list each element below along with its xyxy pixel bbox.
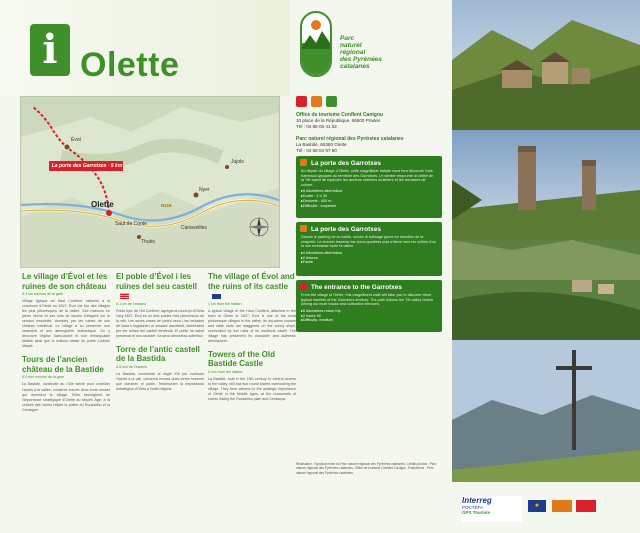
photo-valley — [452, 240, 640, 340]
park-emblem-icon — [300, 11, 332, 77]
trail-fr-stats: ▸ 5 kilomètres aller/retour ▸ Durée : 2 h 30 ▸ Dénivelé : 400 m ▸ Difficulté : moyenne — [301, 189, 437, 208]
partner-logo-1 — [552, 500, 572, 512]
trail-map[interactable] — [20, 96, 280, 268]
catalan-flag-icon — [120, 293, 129, 299]
map-label-thues: Thuès — [141, 239, 155, 245]
photo-village — [452, 0, 640, 130]
contact-list — [296, 112, 442, 160]
category-badge-orange-icon — [311, 96, 322, 107]
credits: Réalisation : Syndicat mixte du Parc naturel régional des Pyrénées catalanes. Crédits photos : Parc naturel régional des Pyrénées catalanes, Office de tourisme Conflent Canigou. Traductions : Parc naturel régional des Pyrénées catalanes. — [296, 462, 437, 475]
map-label-evol: Évol — [71, 137, 81, 143]
section-title-evol-ca: El poble d’Évol i les ruïnes del seu castell — [116, 272, 204, 301]
column-en: The village of Évol and the ruins of its castle 1 km from the station A typical village of the Haut Conflent, attached to the town of Olette in 1827, Évol is one of the most picturesque villages in the valley. Its dry-stone houses and slate roofs are staggered on the sunny slope, overlooked by the ruins of its medieval castle. The village has preserved its character and authentic atmosphere. Towers of the Old Bastide Castle 5 min from the station La Bastide, built in the 13th century to control access to the valley, still has two round towers overlooking the village. They bear witness to the strategic importance of Olette in the Middle Ages, at the crossroads of routes linking the Roussillon plain and Cerdanya. — [208, 272, 296, 402]
partner-logo-2 — [576, 500, 596, 512]
map-label-sauto: Saut de Conte — [115, 221, 147, 227]
header — [0, 0, 290, 96]
eu-flag-icon: ★ — [528, 500, 546, 512]
trail-ca-flag-icon — [300, 225, 307, 232]
park-name: Parc naturel régional des Pyrénées catalanes — [340, 35, 382, 70]
category-badge-red-icon — [296, 96, 307, 107]
section-title-evol-fr: Le village d’Évol et les ruines de son château — [22, 272, 108, 291]
contact-park: Parc naturel régional des Pyrénées catalanes La Bastide, 66360 Olette Tél : 04 68 04 97 60 — [296, 136, 404, 153]
trail-en-stats: ▸ 5 kilometres return trip ▸ 2 hours 30 ▸ Difficulty: medium — [301, 309, 437, 323]
park-logo — [290, 5, 430, 85]
trail-box-fr[interactable]: La porte des Garrotxes Au départ du village d’Olette, cette magnifique balade vous fera découvrir trois hameaux typiques du territoire des Garrotxes. Le sentier emprunte la vallée de la Têt avant de rejoindre les anciens chemins muletiers et les terrasses de culture. ▸ 5 kilomètres aller/retour ▸ Durée : 2 h 30 ▸ Dénivelé : 400 m ▸ Difficulté : moyenne — [296, 156, 442, 218]
page-title: Olette — [80, 46, 180, 84]
map-label-olette: Olette — [91, 200, 114, 209]
map-label-canaveilles: Canaveilles — [181, 225, 207, 231]
info-icon: i — [30, 24, 70, 76]
funding-logos — [452, 482, 640, 533]
category-badge-green-icon — [326, 96, 337, 107]
interreg-logo: Interreg POCTEFA GPS Tourism — [462, 496, 522, 522]
section-title-bastide-fr: Tours de l’ancien château de la Bastide — [22, 355, 104, 374]
section-title-evol-en: The village of Évol and the ruins of its castle — [208, 272, 296, 301]
map-label-route: N116 — [161, 203, 172, 208]
trail-box-en[interactable]: The entrance to the Garrotxes From the village of Olette, this magnificent walk will take you to discover three typical hamlets of the Garrotxes territory. The path follows the Têt valley before joining old mule tracks and cultivation terraces. ▸ 5 kilometres return trip ▸ 2 hours 30 ▸ Difficulty: medium — [296, 280, 442, 332]
trail-fr-flag-icon — [300, 159, 307, 166]
route-label: La porte des Garrotxes · 5 km — [51, 163, 123, 169]
photo-towers — [452, 130, 640, 240]
contact-tourism-office: Office de tourisme Conflent Canigou 10 place de la République, 66500 Prades Tél : 04 68 05 41 02 — [296, 112, 383, 129]
photo-strip — [452, 0, 640, 533]
column-fr: Le village d’Évol et les ruines de son château À 1 km environ de la gare Village typique du Haut Conflent, rattaché à la commune d’Olette en 1827, Évol est l’un des villages les plus pittoresques de la vallée. Ses maisons en pierre sèche et ses toits de lauzes s’étagent sur le versant ensoleillé, dominés par les ruines de son château médiéval. Le village a su préserver son caractère et son atmosphère authentique. On y découvre l’église Saint-André et son remarquable retable ainsi que la maison natale du poète Ludovic Massé. Tours de l’ancien château de la Bastide À 5 min environ de la gare La Bastide, construite au XIIIe siècle pour contrôler l’accès à la vallée, conserve encore deux tours rondes qui dominent le village. Elles témoignent de l’importance stratégique d’Olette au Moyen Âge, à la croisée des routes reliant la plaine du Roussillon et la Cerdagne. — [22, 272, 110, 412]
section-title-bastide-en: Towers of the Old Bastide Castle — [208, 349, 275, 369]
trail-en-flag-icon — [300, 283, 307, 290]
trail-ca-stats: ▸ 4 kilomètres aller/retour ▸ 2 heures ▸ Facile — [301, 251, 437, 265]
map-label-jujols: Jujols — [231, 159, 244, 165]
uk-flag-icon — [212, 293, 221, 299]
trail-box-ca[interactable]: La porte des Garrotxes Depuis le parking de la mairie, suivez le balisage jaune en direction de la chapelle. Le chemin traverse les vieux quartiers puis s’élève vers les crêtes d’où la vue embrasse toute la vallée. ▸ 4 kilomètres aller/retour ▸ 2 heures ▸ Facile — [296, 222, 442, 276]
section-title-bastide-ca: Torre de l’antic castell de la Bastida — [116, 344, 200, 364]
column-ca: El poble d’Évol i les ruïnes del seu castell A 1 km de l’estació Poble típic de l’Alt Conflent, agregat al municipi d’Oleta l’any 1827, Évol és un dels pobles més pintorescos de la vall. Les seves cases de pedra seca i les teulades de llosa s’esglaonen al vessant assolellat, dominades per les ruïnes del castell medieval. El poble ha sabut preservar el seu caràcter i la seva atmosfera autèntica. Torre de l’antic castell de la Bastida A 5 min de l’estació La Bastida, construïda al segle XIII per controlar l’accés a la vall, conserva encara dues torres rodones que dominen el poble. Testimonien la importància estratègica d’Oleta a l’edat mitjana. — [116, 272, 204, 391]
map-label-nyer: Nyer — [199, 187, 210, 193]
